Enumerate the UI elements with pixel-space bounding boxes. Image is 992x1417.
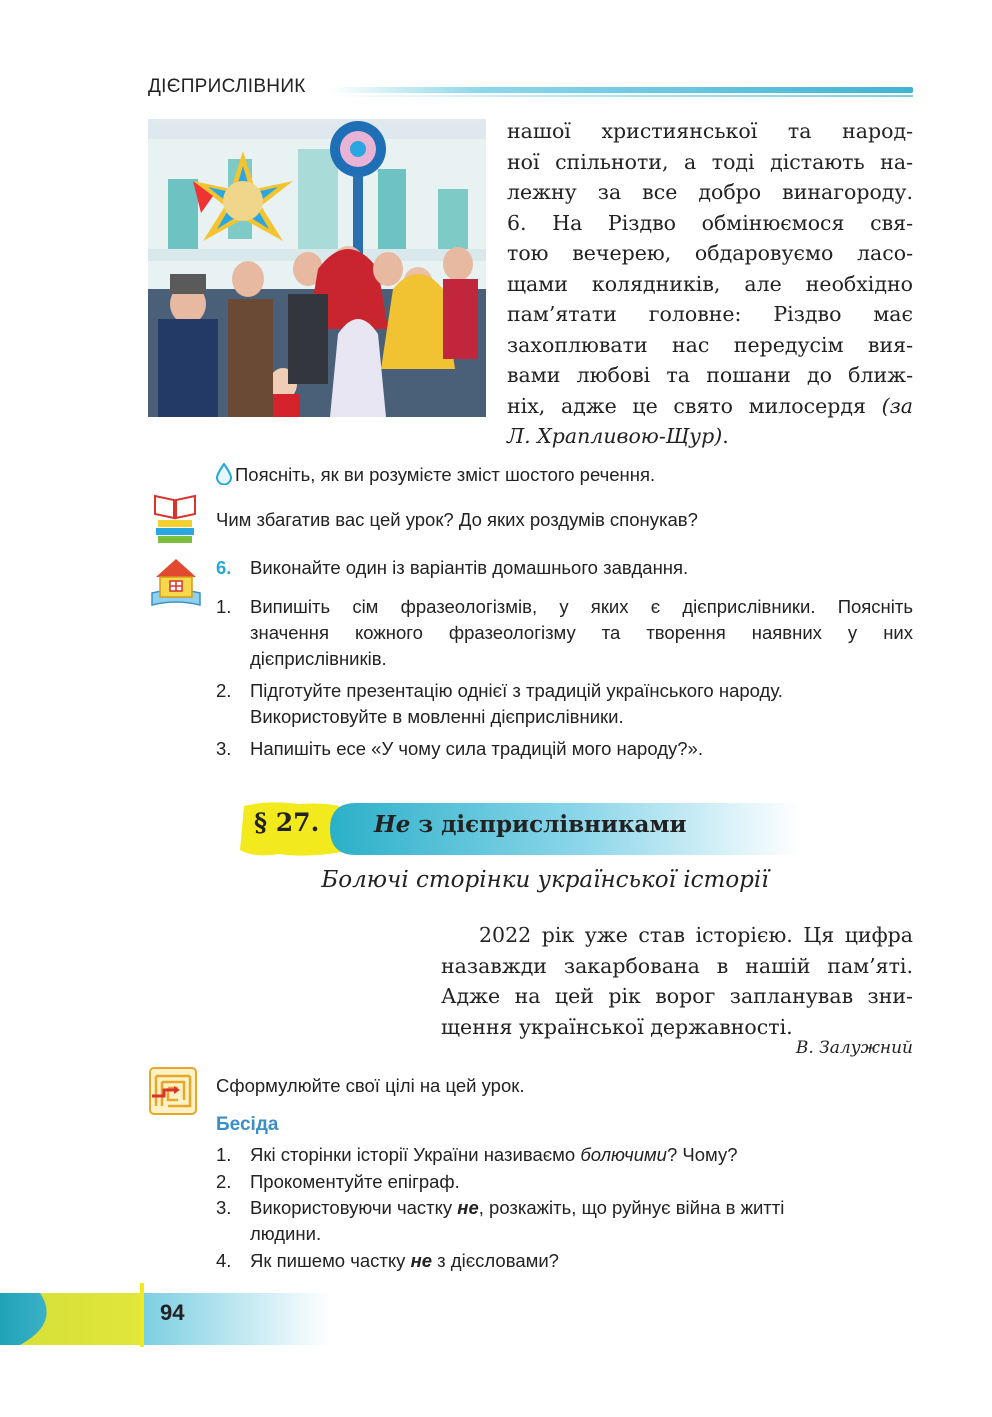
homework-item-line: дієприслівників. [250, 648, 387, 669]
epigraph-line: щення української державності. [441, 1014, 793, 1039]
question-text-end: з дієсловами? [432, 1250, 559, 1271]
source-author: Л. Храпливою-Щур) [507, 424, 723, 448]
question-text: Як пишемо частку [250, 1250, 411, 1271]
books-icon [152, 492, 198, 553]
question-text: Які сторінки історії України називаємо [250, 1144, 581, 1165]
question-number: 1. [216, 1144, 232, 1165]
text-line: щами колядників, але необхідно [507, 271, 913, 296]
maze-icon [148, 1066, 198, 1121]
question-number: 3. [216, 1197, 232, 1218]
text-line: лежну за все добро винагороду. [507, 180, 913, 204]
question-emphasis: не [457, 1197, 479, 1218]
homework-item-line: значення кожного фразеологізму та творення наявних у них [250, 622, 913, 643]
reflection-question: Чим збагатив вас цей урок? До яких роздумів спонукав? [216, 509, 698, 530]
conversation-heading: Бесіда [216, 1114, 279, 1135]
question [250, 1195, 913, 1247]
section-number: § 27. [254, 808, 320, 837]
text-line: ніх, адже це свято милосердя [507, 393, 866, 418]
text-line: захоплювати нас передусім вия- [507, 332, 913, 357]
homework-item-number: 1. [216, 596, 232, 617]
page-number: 94 [160, 1300, 185, 1325]
question-text: Використовуючи частку [250, 1197, 458, 1218]
source-reference: (за [881, 393, 913, 418]
text-line: нашої християнської та народ- [507, 119, 913, 143]
goals-task: Сформулюйте свої цілі на цей урок. [216, 1075, 525, 1096]
text-line: вами любові та пошани до ближ- [507, 363, 913, 387]
text-line: тою вечерею, обдаровуємо ласо- [507, 241, 913, 265]
question-emphasis: болючими [580, 1144, 667, 1165]
homework-item [250, 594, 913, 672]
homework-item-line: Випишіть сім фразеологізмів, у яких є дієприслівники. Поясніть [250, 596, 913, 617]
homework-item-line: Підготуйте презентацію однієї з традицій українського народу. [250, 680, 783, 701]
running-head: ДІЄПРИСЛІВНИК [148, 76, 306, 97]
epigraph-line: назавжди закарбована в нашій пам’яті. [441, 953, 913, 978]
homework-item [250, 736, 913, 762]
question-text: Прокоментуйте епіграф. [250, 1171, 460, 1192]
question-number: 4. [216, 1250, 232, 1271]
homework-item-number: 2. [216, 680, 232, 701]
epigraph [441, 920, 913, 1042]
text-continuation [507, 116, 913, 452]
epigraph-line: Адже на цей рік ворог запланував зни- [441, 984, 913, 1008]
question-continuation: людини. [250, 1223, 322, 1244]
question-emphasis: не [410, 1250, 433, 1271]
drop-icon [216, 463, 232, 490]
lesson-subtitle: Болючі сторінки української історії [321, 867, 769, 893]
end-punct: . [722, 424, 729, 448]
homework-item-number: 3. [216, 738, 232, 759]
source-line [507, 421, 913, 452]
text-line-with-source [507, 391, 913, 422]
section-title-rest: з дієприслівниками [410, 811, 687, 838]
epigraph-author: В. Залужний [795, 1038, 913, 1058]
header-rule [330, 87, 913, 93]
question [250, 1169, 913, 1195]
house-icon [150, 557, 202, 614]
homework-number: 6. [216, 557, 232, 578]
homework-item-line: Напишіть есе «У чому сила традицій мого народу?». [250, 738, 703, 759]
question [250, 1142, 913, 1168]
header-rule-thin [330, 95, 913, 97]
carolers-photo [148, 119, 486, 417]
homework-item-line: Використовуйте в мовленні дієприслівники. [250, 706, 624, 727]
explain-task: Поясніть, як ви розумієте зміст шостого речення. [235, 464, 656, 485]
homework-item [250, 678, 913, 730]
question-text-end: , розкажіть, що руйнує війна в житті [478, 1197, 785, 1218]
section-title [374, 811, 687, 838]
question-text-end: ? Чому? [666, 1144, 738, 1165]
text-line: 6. На Різдво обмінюємося свя- [507, 210, 913, 235]
text-line: ної спільноти, а тоді дістають на- [507, 149, 913, 174]
homework-intro: Виконайте один із варіантів домашнього завдання. [250, 557, 689, 578]
question [250, 1248, 913, 1274]
section-title-ne: Не [374, 811, 411, 838]
question-number: 2. [216, 1171, 232, 1192]
text-line: пам’ятати головне: Різдво має [507, 302, 913, 326]
epigraph-line: 2022 рік уже став історією. Ця цифра [479, 923, 913, 947]
footer-accent [140, 1283, 144, 1347]
